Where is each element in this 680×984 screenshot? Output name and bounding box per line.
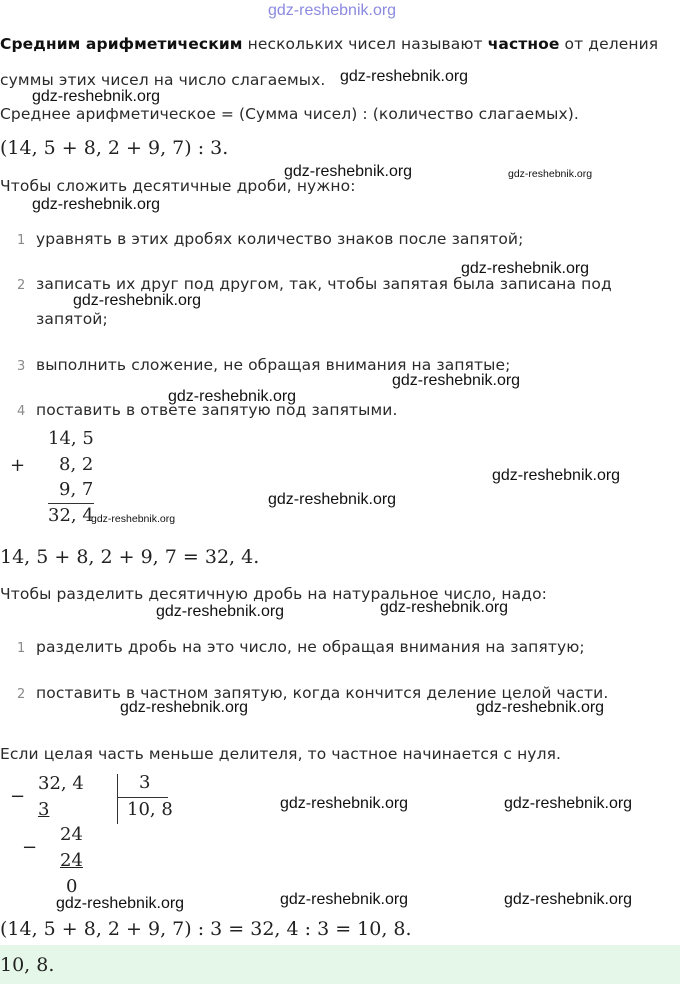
watermark: gdz-reshebnik.org [56,895,185,912]
list-number: 3 [17,359,26,374]
term-mean: Средним арифметическим [0,35,243,53]
sum-equation: 14, 5 + 8, 2 + 9, 7 = 32, 4. [0,546,260,568]
division-bar [117,774,118,824]
watermark: gdz-reshebnik.org [504,891,633,908]
quotient: 10, 8 [127,799,173,820]
definition-line-1: Средним арифметическим нескольких чисел называют частное от деления [0,35,659,53]
add-step-3: выполнить сложение, не обращая внимания на запятые; [36,356,511,374]
list-number: 1 [17,233,26,248]
expression-mean: (14, 5 + 8, 2 + 9, 7) : 3. [0,137,229,159]
addend-2: 8, 2 [59,454,94,475]
watermark: gdz-reshebnik.org [380,599,509,616]
remainder-1: 24 [60,824,83,845]
watermark: gdz-reshebnik.org [91,513,176,525]
add-step-1: уравнять в этих дробях количество знаков после запятой; [36,230,524,248]
column-sum: 32, 4 [48,505,94,526]
watermark: gdz-reshebnik.org [156,603,285,620]
sum-line [48,503,94,504]
dividend: 32, 4 [38,773,84,794]
list-number: 4 [17,404,26,419]
minus-sign-2: − [22,837,38,858]
div-step-1: разделить дробь на это число, не обращая внимания на запятую; [36,638,585,656]
div-rule-intro: Чтобы разделить десятичную дробь на натуральное число, надо: [0,585,547,603]
watermark: gdz-reshebnik.org [280,891,409,908]
list-number: 2 [17,278,26,293]
quotient-line [118,797,168,798]
watermark: gdz-reshebnik.org [492,467,621,484]
header-watermark: gdz-reshebnik.org [268,2,397,19]
watermark: gdz-reshebnik.org [32,88,161,105]
first-subtrahend: 3 [38,799,50,820]
final-expression: (14, 5 + 8, 2 + 9, 7) : 3 = 32, 4 : 3 = 10, 8. [0,918,412,940]
term-quotient: частное [487,35,560,53]
remainder-final: 0 [66,876,78,897]
plus-sign: + [10,455,26,476]
addend-3: 9, 7 [59,479,94,500]
zero-rule: Если целая часть меньше делителя, то частное начинается с нуля. [0,745,562,763]
watermark: gdz-reshebnik.org [268,491,397,508]
definition-line-2: суммы этих чисел на число слагаемых. [0,71,326,89]
add-step-4: поставить в ответе запятую под запятыми. [36,401,398,419]
watermark: gdz-reshebnik.org [120,699,249,716]
add-step-2-cont: запятой; [36,310,108,328]
watermark: gdz-reshebnik.org [392,372,521,389]
list-number: 2 [17,687,26,702]
answer-box [0,945,680,984]
watermark: gdz-reshebnik.org [340,68,469,85]
watermark: gdz-reshebnik.org [284,163,413,180]
second-subtrahend: 24 [60,850,83,871]
add-rule-intro: Чтобы сложить десятичные дроби, нужно: [0,177,356,195]
answer-value: 10, 8. [0,954,55,976]
watermark: gdz-reshebnik.org [73,292,202,309]
list-number: 1 [17,641,26,656]
watermark: gdz-reshebnik.org [32,196,161,213]
mean-formula: Среднее арифметическое = (Сумма чисел) : (количество слагаемых). [0,105,579,123]
watermark: gdz-reshebnik.org [280,795,409,812]
add-step-2: записать их друг под другом, так, чтобы запятая была записана под [36,275,612,293]
minus-sign-1: − [10,786,26,807]
watermark: gdz-reshebnik.org [504,795,633,812]
div-step-2: поставить в частном запятую, когда кончится деление целой части. [36,684,609,702]
watermark: gdz-reshebnik.org [476,699,605,716]
addend-1: 14, 5 [48,428,94,449]
divisor: 3 [139,772,151,793]
watermark: gdz-reshebnik.org [168,388,297,405]
watermark: gdz-reshebnik.org [508,168,593,180]
watermark: gdz-reshebnik.org [461,260,590,277]
